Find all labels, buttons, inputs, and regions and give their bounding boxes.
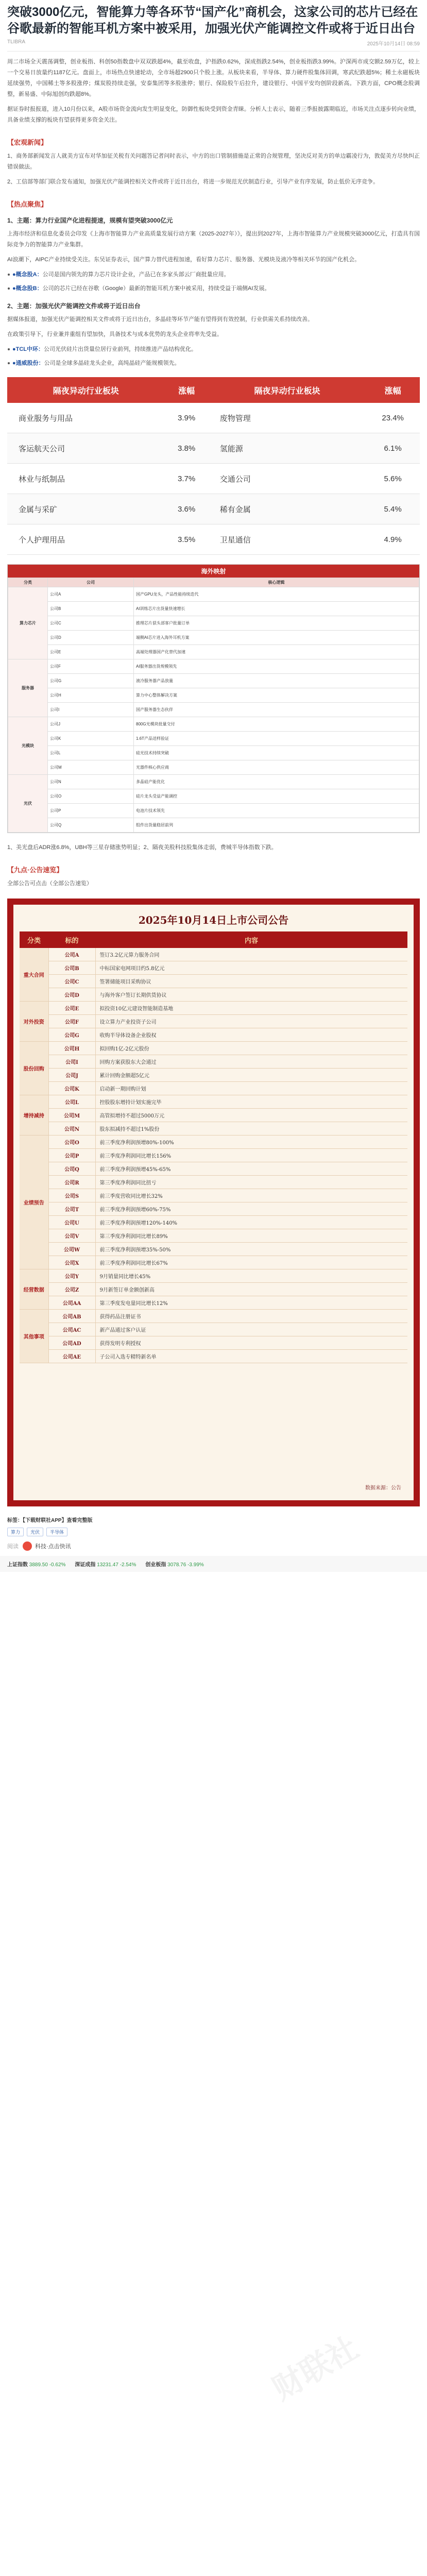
hot-topic-title: 1、主题：算力行业国产化进程提速，规模有望突破3000亿元 bbox=[7, 217, 173, 224]
table-row bbox=[20, 1149, 407, 1162]
table-row bbox=[20, 1269, 407, 1283]
column-header: 隔夜异动行业板块 bbox=[209, 377, 366, 403]
company-cell[interactable]: 公司Q bbox=[48, 1162, 95, 1176]
article-source: TLIBRA bbox=[7, 39, 26, 45]
sector-name: 废物管理 bbox=[209, 403, 366, 433]
table-row bbox=[20, 1055, 407, 1069]
company-cell[interactable]: 公司V bbox=[48, 1229, 95, 1243]
intro-paragraph: 据证券时报报道，进入10月份以来，A股市场资金流向发生明显变化，防御性板块受到资金青睐。分析人士表示，随着三季报披露期临近，市场关注点逐步转向业绩，具备业绩支撑的板块有望获得更多资金关注。 bbox=[7, 106, 420, 123]
stock-name[interactable]: ●通威股份： bbox=[12, 360, 44, 366]
ticker-value: 13231.47 bbox=[97, 1562, 118, 1568]
stock-bullet bbox=[12, 269, 420, 280]
category-cell: 服务器 bbox=[8, 659, 48, 717]
table-row bbox=[8, 659, 419, 674]
intro-paragraph: 周二市场全天震荡调整，创业板指、科创50指数盘中双双跌超4%，截至收盘，沪指跌0.62%，深成指跌2.54%，创业板指跌3.99%。沪深两市成交额2.59万亿，较上一个交易日放量约1187亿元。盘面上，市场热点快速轮动，全市场超2900只个股上涨。从板块来看，半导体、算力硬件股集体回调，寒武纪跌超5%；稀土永磁板块延续强势，中国稀土等多股涨停；煤炭股持续走强，安泰集团等多股涨停；银行、保险股午后拉升，建设银行、中国平安均创阶段新高。下跌方面，CPO概念股调整，新易盛、中际旭创均跌超8%。 bbox=[7, 59, 420, 97]
table-row bbox=[8, 789, 419, 804]
tag-item[interactable]: 算力 bbox=[7, 1528, 24, 1536]
content-cell: 启动新一期回购计划 bbox=[95, 1082, 407, 1095]
company-cell[interactable]: 公司Q bbox=[48, 818, 134, 833]
ticker-item[interactable] bbox=[75, 1560, 136, 1568]
content-cell: 中标国家电网项目约5.8亿元 bbox=[95, 961, 407, 975]
company-cell[interactable]: 公司J bbox=[48, 1069, 95, 1082]
content-cell: 股东拟减持不超过1%股份 bbox=[95, 1122, 407, 1136]
stock-bullet bbox=[12, 358, 420, 369]
hot-paragraph: 上海市经济和信息化委员会印发《上海市智能算力产业高质量发展行动方案（2025-2027年）》，提出到2027年，上海市智能算力产业规模突破3000亿元，打造具有国际竞争力的智能算力产业集群。 bbox=[7, 231, 420, 248]
content-cell: 签订3.2亿元算力服务合同 bbox=[95, 948, 407, 961]
table-row bbox=[8, 760, 419, 775]
content-cell: 控股股东增持计划实施完毕 bbox=[95, 1095, 407, 1109]
table-row bbox=[20, 1069, 407, 1082]
logic-cell: 液冷服务器产品放量 bbox=[134, 674, 419, 688]
sector-name: 稀有金属 bbox=[209, 494, 366, 524]
company-cell[interactable]: 公司AA bbox=[48, 1296, 95, 1310]
policy-paragraph: 2、工信部等部门联合发布通知，加强光伏产能调控相关文件或将于近日出台，将进一步规范光伏制造行业，引导产业有序发展，防止低价无序竞争。 bbox=[7, 179, 379, 185]
content-cell: 第三季度净利润同比增长89% bbox=[95, 1229, 407, 1243]
stock-desc: 公司是国内领先的算力芯片设计企业，产品已在多家头部云厂商批量应用。 bbox=[42, 272, 230, 278]
content-cell: 收购半导体设备企业股权 bbox=[95, 1028, 407, 1042]
section-heading-hot: 【热点聚焦】 bbox=[7, 200, 48, 208]
company-cell[interactable]: 公司D bbox=[48, 988, 95, 1002]
company-cell[interactable]: 公司J bbox=[48, 717, 134, 732]
figure-title: 海外映射 bbox=[8, 565, 419, 578]
category-cell: 业绩预告 bbox=[20, 1136, 48, 1269]
content-cell: 新产品通过客户认证 bbox=[95, 1323, 407, 1336]
content-cell: 前三季度净利润预增80%-100% bbox=[95, 1136, 407, 1149]
content-cell: 签署储能项目采购协议 bbox=[95, 975, 407, 988]
stock-name[interactable]: ●TCL中环： bbox=[12, 346, 44, 352]
sector-change: 3.7% bbox=[165, 464, 209, 494]
table-row bbox=[8, 746, 419, 760]
logic-cell: 国产服务器生态伙伴 bbox=[134, 703, 419, 717]
content-cell: 前三季度净利润预增45%-65% bbox=[95, 1162, 407, 1176]
table-row bbox=[20, 1042, 407, 1055]
sector-name: 交通公司 bbox=[209, 464, 366, 494]
logic-cell: AI服务器出货规模领先 bbox=[134, 659, 419, 674]
sector-change: 4.9% bbox=[366, 524, 420, 555]
company-cell[interactable]: 公司X bbox=[48, 1256, 95, 1269]
table-row bbox=[20, 988, 407, 1002]
company-cell[interactable]: 公司D bbox=[48, 631, 134, 645]
column-header: 标的 bbox=[48, 931, 95, 948]
table-row bbox=[20, 1336, 407, 1350]
table-row bbox=[20, 1202, 407, 1216]
column-header: 涨幅 bbox=[165, 377, 209, 403]
company-cell[interactable]: 公司A bbox=[48, 948, 95, 961]
category-cell: 股份回购 bbox=[20, 1042, 48, 1095]
sector-name: 林业与纸制品 bbox=[7, 464, 165, 494]
after-figure-note: 1、美光盘后ADR涨6.8%，UBH等三星存储涨势明显；2、隔夜美股科技股集体走弱，费城半导体指数下跌。 bbox=[7, 844, 277, 851]
company-cell[interactable]: 公司O bbox=[48, 789, 134, 804]
company-cell[interactable]: 公司A bbox=[48, 587, 134, 602]
logic-cell: 多晶硅产能优化 bbox=[134, 775, 419, 789]
table-row bbox=[7, 403, 420, 433]
column-header: 涨幅 bbox=[366, 377, 420, 403]
company-cell[interactable]: 公司AC bbox=[48, 1323, 95, 1336]
banner-inner bbox=[13, 905, 414, 1500]
category-cell: 对外投资 bbox=[20, 1002, 48, 1042]
company-cell[interactable]: 公司N bbox=[48, 775, 134, 789]
watermark: 财联社 bbox=[266, 2330, 364, 2406]
stock-name[interactable]: ●概念股B： bbox=[12, 285, 43, 292]
company-cell[interactable]: 公司AE bbox=[48, 1350, 95, 1363]
content-cell: 第三季度净利润同比扭亏 bbox=[95, 1176, 407, 1189]
company-cell[interactable]: 公司N bbox=[48, 1122, 95, 1136]
company-cell[interactable]: 公司W bbox=[48, 1243, 95, 1256]
stock-name[interactable]: ●概念股A： bbox=[12, 272, 43, 278]
market-ticker bbox=[0, 1556, 427, 1572]
table-row bbox=[20, 975, 407, 988]
table-row bbox=[20, 1028, 407, 1042]
author-name[interactable]: 科技·点击快讯 bbox=[35, 1544, 71, 1550]
overseas-mapping-figure bbox=[7, 564, 420, 833]
logic-cell: 算力中心整体解决方案 bbox=[134, 688, 419, 703]
category-cell: 经营数据 bbox=[20, 1269, 48, 1310]
company-cell[interactable]: 公司E bbox=[48, 1002, 95, 1015]
sector-change: 6.1% bbox=[366, 433, 420, 464]
banner-source: 数据来源：公告 bbox=[365, 1485, 401, 1491]
category-cell: 增持减持 bbox=[20, 1095, 48, 1136]
logic-cell: 光器件核心供应商 bbox=[134, 760, 419, 775]
tag-item[interactable]: 半导体 bbox=[46, 1528, 67, 1536]
company-cell[interactable]: 公司M bbox=[48, 1109, 95, 1122]
company-cell[interactable]: 公司S bbox=[48, 1189, 95, 1202]
content-cell: 拟回购1亿-2亿元股份 bbox=[95, 1042, 407, 1055]
content-cell: 获得发明专利授权 bbox=[95, 1336, 407, 1350]
content-cell: 获得药品注册证书 bbox=[95, 1310, 407, 1323]
logic-cell: 高端处理器国产化替代加速 bbox=[134, 645, 419, 659]
company-cell[interactable]: 公司C bbox=[48, 616, 134, 631]
sector-change: 3.5% bbox=[165, 524, 209, 555]
logic-cell: 组件出货量稳居前列 bbox=[134, 818, 419, 833]
stock-bullet bbox=[12, 344, 420, 355]
author-row bbox=[7, 1541, 420, 1551]
sector-change: 3.9% bbox=[165, 403, 209, 433]
company-cell[interactable]: 公司H bbox=[48, 1042, 95, 1055]
table-row bbox=[20, 1283, 407, 1296]
column-header: 分类 bbox=[20, 931, 48, 948]
notice-line[interactable]: 全部公告可点击（全部公告速览） bbox=[7, 880, 92, 887]
sector-change: 3.6% bbox=[165, 494, 209, 524]
table-row bbox=[20, 1296, 407, 1310]
divider bbox=[7, 51, 420, 52]
table-row bbox=[20, 1256, 407, 1269]
sector-change: 3.8% bbox=[165, 433, 209, 464]
table-row bbox=[8, 688, 419, 703]
category-cell: 光模块 bbox=[8, 717, 48, 775]
article-title: 突破3000亿元，智能算力等各环节“国产化”商机会，这家公司的芯片已经在谷歌最新的智能耳机方案中被采用，加强光伏产能调控文件或将于近日出台 bbox=[7, 5, 418, 36]
table-row bbox=[7, 524, 420, 555]
table-row bbox=[7, 464, 420, 494]
article-meta bbox=[0, 37, 427, 49]
stock-desc: 公司是全球多晶硅龙头企业，高纯晶硅产能规模领先。 bbox=[44, 360, 180, 366]
company-cell[interactable]: 公司K bbox=[48, 1082, 95, 1095]
mapping-table bbox=[8, 578, 419, 833]
ticker-item[interactable] bbox=[145, 1560, 203, 1568]
company-cell[interactable]: 公司F bbox=[48, 659, 134, 674]
app-download[interactable]: 标签：【下载财联社APP】查看完整版 bbox=[7, 1518, 93, 1523]
table-row bbox=[8, 732, 419, 746]
company-cell[interactable]: 公司K bbox=[48, 732, 134, 746]
table-row bbox=[20, 1310, 407, 1323]
table-row bbox=[20, 1095, 407, 1109]
company-cell[interactable]: 公司Z bbox=[48, 1283, 95, 1296]
content-cell: 拟投资10亿元建设智能制造基地 bbox=[95, 1002, 407, 1015]
company-cell[interactable]: 公司C bbox=[48, 975, 95, 988]
tag-item[interactable]: 光伏 bbox=[27, 1528, 43, 1536]
sector-name: 商业服务与用品 bbox=[7, 403, 165, 433]
section-heading-policy: 【宏观新闻】 bbox=[7, 139, 48, 146]
content-cell: 累计回购金额超5亿元 bbox=[95, 1069, 407, 1082]
company-cell[interactable]: 公司AB bbox=[48, 1310, 95, 1323]
content-cell: 回购方案获股东大会通过 bbox=[95, 1055, 407, 1069]
content-cell: 前三季度净利润预增35%-50% bbox=[95, 1243, 407, 1256]
company-cell[interactable]: 公司M bbox=[48, 760, 134, 775]
table-row bbox=[8, 775, 419, 789]
sector-name: 氢能源 bbox=[209, 433, 366, 464]
category-cell: 光伏 bbox=[8, 775, 48, 833]
sector-name: 卫星通信 bbox=[209, 524, 366, 555]
table-row bbox=[8, 703, 419, 717]
company-cell[interactable]: 公司T bbox=[48, 1202, 95, 1216]
announcement-table bbox=[20, 931, 407, 1363]
column-header: 内容 bbox=[95, 931, 407, 948]
company-cell[interactable]: 公司P bbox=[48, 804, 134, 818]
content-cell: 第三季度发电量同比增长12% bbox=[95, 1296, 407, 1310]
table-row bbox=[8, 602, 419, 616]
table-row bbox=[20, 1216, 407, 1229]
stock-bullet bbox=[12, 283, 420, 294]
table-row bbox=[20, 1229, 407, 1243]
category-cell: 算力芯片 bbox=[8, 587, 48, 659]
sector-movers-table bbox=[7, 377, 420, 555]
logic-cell: 国产GPU龙头，产品性能持续迭代 bbox=[134, 587, 419, 602]
sector-change: 5.6% bbox=[366, 464, 420, 494]
logic-cell: 1.6T产品送样验证 bbox=[134, 732, 419, 746]
section-heading-notice: 【九点·公告速览】 bbox=[7, 866, 63, 874]
ticker-name: 创业板指 bbox=[145, 1562, 166, 1568]
logic-cell: 电池片技术领先 bbox=[134, 804, 419, 818]
table-row bbox=[20, 1109, 407, 1122]
table-row bbox=[8, 717, 419, 732]
content-cell: 前三季度净利润同比增长156% bbox=[95, 1149, 407, 1162]
ticker-change: -3.99% bbox=[187, 1562, 204, 1568]
content-cell: 前三季度净利润同比增长67% bbox=[95, 1256, 407, 1269]
ticker-value: 3889.50 bbox=[29, 1562, 48, 1568]
ticker-name: 上证指数 bbox=[7, 1562, 28, 1568]
article-date: 2025年10月14日 08:59 bbox=[367, 41, 420, 47]
logic-cell: 硅片龙头受益产能调控 bbox=[134, 789, 419, 804]
table-row bbox=[8, 804, 419, 818]
category-cell: 其他事项 bbox=[20, 1310, 48, 1363]
table-row bbox=[20, 948, 407, 961]
sector-change: 23.4% bbox=[366, 403, 420, 433]
logic-cell: 800G光模块批量交付 bbox=[134, 717, 419, 732]
content-cell: 9月销量同比增长45% bbox=[95, 1269, 407, 1283]
content-cell: 前三季度净利润预增60%-75% bbox=[95, 1202, 407, 1216]
sector-change: 5.4% bbox=[366, 494, 420, 524]
table-row bbox=[20, 1189, 407, 1202]
stock-desc: 公司光伏硅片出货量位居行业前列，持续推进产品结构优化。 bbox=[44, 346, 197, 352]
table-row bbox=[8, 645, 419, 659]
company-cell[interactable]: 公司P bbox=[48, 1149, 95, 1162]
logic-cell: 端侧AI芯片进入海外耳机方案 bbox=[134, 631, 419, 645]
content-cell: 前三季度净利润预增120%-140% bbox=[95, 1216, 407, 1229]
table-row bbox=[20, 1122, 407, 1136]
ticker-change: -0.62% bbox=[49, 1562, 66, 1568]
company-cell[interactable]: 公司L bbox=[48, 746, 134, 760]
table-row bbox=[20, 1243, 407, 1256]
table-row bbox=[20, 1136, 407, 1149]
sector-name: 金属与采矿 bbox=[7, 494, 165, 524]
table-row bbox=[7, 494, 420, 524]
company-cell[interactable]: 公司AD bbox=[48, 1336, 95, 1350]
column-header: 核心逻辑 bbox=[134, 578, 419, 587]
content-cell: 与海外客户签订长期供货协议 bbox=[95, 988, 407, 1002]
content-cell: 高管拟增持不超过5000万元 bbox=[95, 1109, 407, 1122]
logic-cell: 硅光技术持续突破 bbox=[134, 746, 419, 760]
read-label: 阅读 bbox=[7, 1544, 19, 1550]
company-cell[interactable]: 公司R bbox=[48, 1176, 95, 1189]
policy-paragraph: 1、商务部新闻发言人就美方宣布对华加征关税有关问题答记者问时表示，中方的出口管制措施是正常的合规管理，坚决反对美方的单边霸凌行为，敦促美方尽快纠正错误做法。 bbox=[7, 153, 420, 170]
banner-title: 2025年10月14日上市公司公告 bbox=[138, 914, 289, 926]
company-cell[interactable]: 公司Y bbox=[48, 1269, 95, 1283]
table-row bbox=[20, 1176, 407, 1189]
hot-paragraph: AI浪潮下，AIPC产业持续受关注。东吴证券表示，国产算力替代进程加速，看好算力芯片、服务器、光模块及液冷等相关环节的国产化机会。 bbox=[7, 257, 361, 263]
table-row bbox=[20, 1350, 407, 1363]
company-cell[interactable]: 公司B bbox=[48, 961, 95, 975]
hot-paragraph: 据媒体报道，加强光伏产能调控相关文件或将于近日出台，多晶硅等环节产能有望得到有效控制，行业供需关系持续改善。 bbox=[7, 316, 313, 323]
company-cell[interactable]: 公司H bbox=[48, 688, 134, 703]
company-cell[interactable]: 公司U bbox=[48, 1216, 95, 1229]
ticker-change: -2.54% bbox=[119, 1562, 136, 1568]
table-row bbox=[20, 1162, 407, 1176]
content-cell: 设立算力产业投资子公司 bbox=[95, 1015, 407, 1028]
company-cell[interactable]: 公司I bbox=[48, 703, 134, 717]
announcement-banner bbox=[7, 899, 420, 1506]
stock-desc: 公司的芯片已经在谷歌（Google）最新的智能耳机方案中被采用，持续受益于端侧AI发展。 bbox=[42, 285, 270, 292]
ticker-item[interactable] bbox=[7, 1560, 65, 1568]
company-cell[interactable]: 公司O bbox=[48, 1136, 95, 1149]
table-row bbox=[20, 1082, 407, 1095]
ticker-value: 3078.76 bbox=[167, 1562, 186, 1568]
hot-topic-title: 2、主题：加强光伏产能调控文件或将于近日出台 bbox=[7, 302, 141, 310]
column-header: 隔夜异动行业板块 bbox=[7, 377, 165, 403]
company-cell[interactable]: 公司I bbox=[48, 1055, 95, 1069]
company-cell[interactable]: 公司E bbox=[48, 645, 134, 659]
ticker-name: 深证成指 bbox=[75, 1562, 96, 1568]
category-cell: 重大合同 bbox=[20, 948, 48, 1002]
intro-block bbox=[0, 57, 427, 126]
logic-cell: 推理芯片获头部客户批量订单 bbox=[134, 616, 419, 631]
logic-cell: AI训练芯片出货量快速增长 bbox=[134, 602, 419, 616]
hot-paragraph: 在政策引导下，行业兼并重组有望加快，具备技术与成本优势的龙头企业将率先受益。 bbox=[7, 331, 223, 337]
sector-name: 客运航天公司 bbox=[7, 433, 165, 464]
content-cell: 前三季度营收同比增长32% bbox=[95, 1189, 407, 1202]
table-row bbox=[20, 1015, 407, 1028]
company-cell[interactable]: 公司G bbox=[48, 1028, 95, 1042]
tag-list bbox=[7, 1528, 420, 1536]
author-avatar[interactable] bbox=[23, 1541, 32, 1551]
table-row bbox=[8, 616, 419, 631]
column-header: 分类 bbox=[8, 578, 48, 587]
table-row bbox=[8, 674, 419, 688]
sector-name: 个人护理用品 bbox=[7, 524, 165, 555]
table-row bbox=[20, 961, 407, 975]
company-cell[interactable]: 公司B bbox=[48, 602, 134, 616]
content-cell: 9月新签订单金额创新高 bbox=[95, 1283, 407, 1296]
content-cell: 子公司入选专精特新名单 bbox=[95, 1350, 407, 1363]
company-cell[interactable]: 公司G bbox=[48, 674, 134, 688]
company-cell[interactable]: 公司L bbox=[48, 1095, 95, 1109]
company-cell[interactable]: 公司F bbox=[48, 1015, 95, 1028]
column-header: 公司 bbox=[48, 578, 134, 587]
table-row bbox=[8, 631, 419, 645]
table-row bbox=[20, 1323, 407, 1336]
table-row bbox=[20, 1002, 407, 1015]
table-row bbox=[8, 818, 419, 833]
table-row bbox=[8, 587, 419, 602]
table-row bbox=[7, 433, 420, 464]
